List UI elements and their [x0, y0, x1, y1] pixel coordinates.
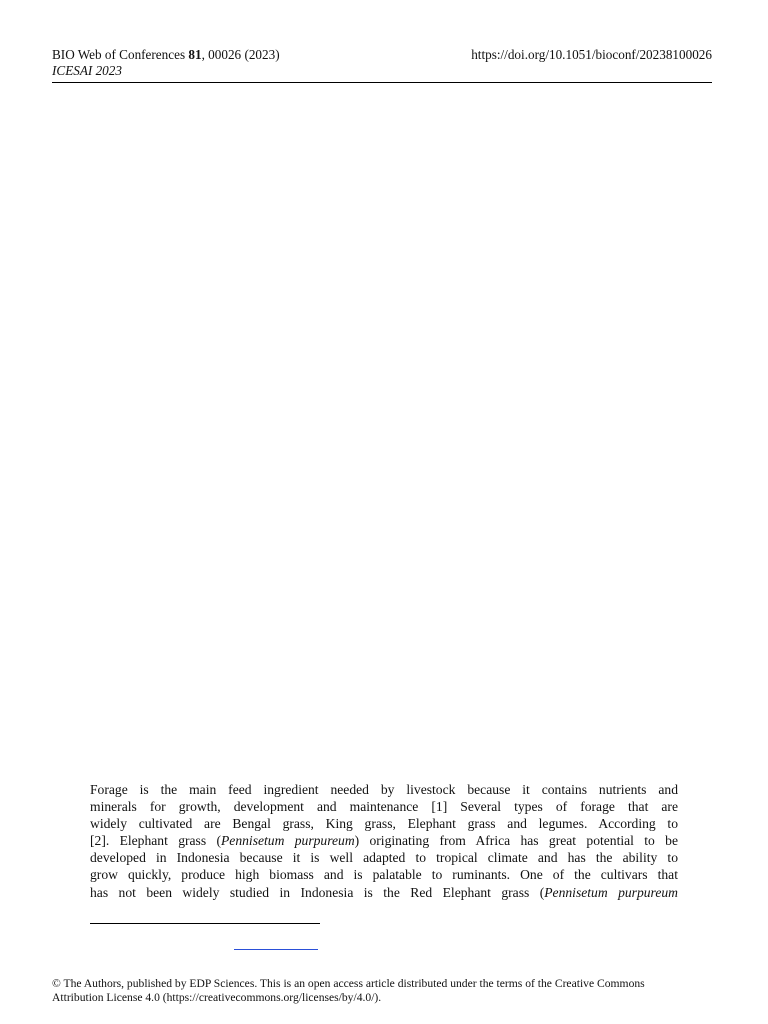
license-notice: [52, 977, 712, 1005]
body-line: Forage is the main feed ingredient needed by livestock because it contains nutrients and: [90, 782, 678, 797]
species-name: Pennisetum purpureum: [544, 884, 678, 900]
body-line: grow quickly, produce high biomass and is palatable to ruminants. One of the cultivars that: [90, 867, 678, 883]
body-line: minerals for growth, development and maintenance [1] Several types of forage that are: [90, 799, 678, 815]
body-line: widely cultivated are Bengal grass, King grass, Elephant grass and legumes. According to: [90, 816, 678, 832]
article-number: , 00026 (2023): [201, 47, 280, 62]
body-line: developed in Indonesia because it is well adapted to tropical climate and has the ability to: [90, 850, 678, 866]
text-segment: [2]. Elephant grass (: [90, 833, 221, 849]
conference-name: ICESAI 2023: [52, 63, 122, 78]
body-line: [90, 884, 678, 901]
journal-name: BIO Web of Conferences: [52, 47, 189, 62]
doi-link[interactable]: https://doi.org/10.1051/bioconf/20238100026: [471, 47, 712, 62]
header-rule: [52, 82, 712, 83]
license-line: © The Authors, published by EDP Sciences. This is an open access article distributed under the terms of the Creative Commons: [52, 977, 645, 990]
journal-citation: [52, 47, 280, 63]
page-header: [52, 47, 712, 79]
text-segment: ) originating from Africa has great potential to be: [354, 833, 678, 849]
license-line: Attribution License 4.0 (https://creativecommons.org/licenses/by/4.0/).: [52, 991, 382, 1004]
footnote-rule: [90, 923, 320, 924]
footnote-email-link[interactable]: [234, 949, 318, 950]
body-paragraph: [90, 781, 678, 901]
body-line: [90, 832, 678, 849]
journal-volume: 81: [188, 47, 202, 62]
species-name: Pennisetum purpureum: [220, 833, 355, 849]
text-segment: has not been widely studied in Indonesia is the Red Elephant grass (: [90, 884, 545, 900]
